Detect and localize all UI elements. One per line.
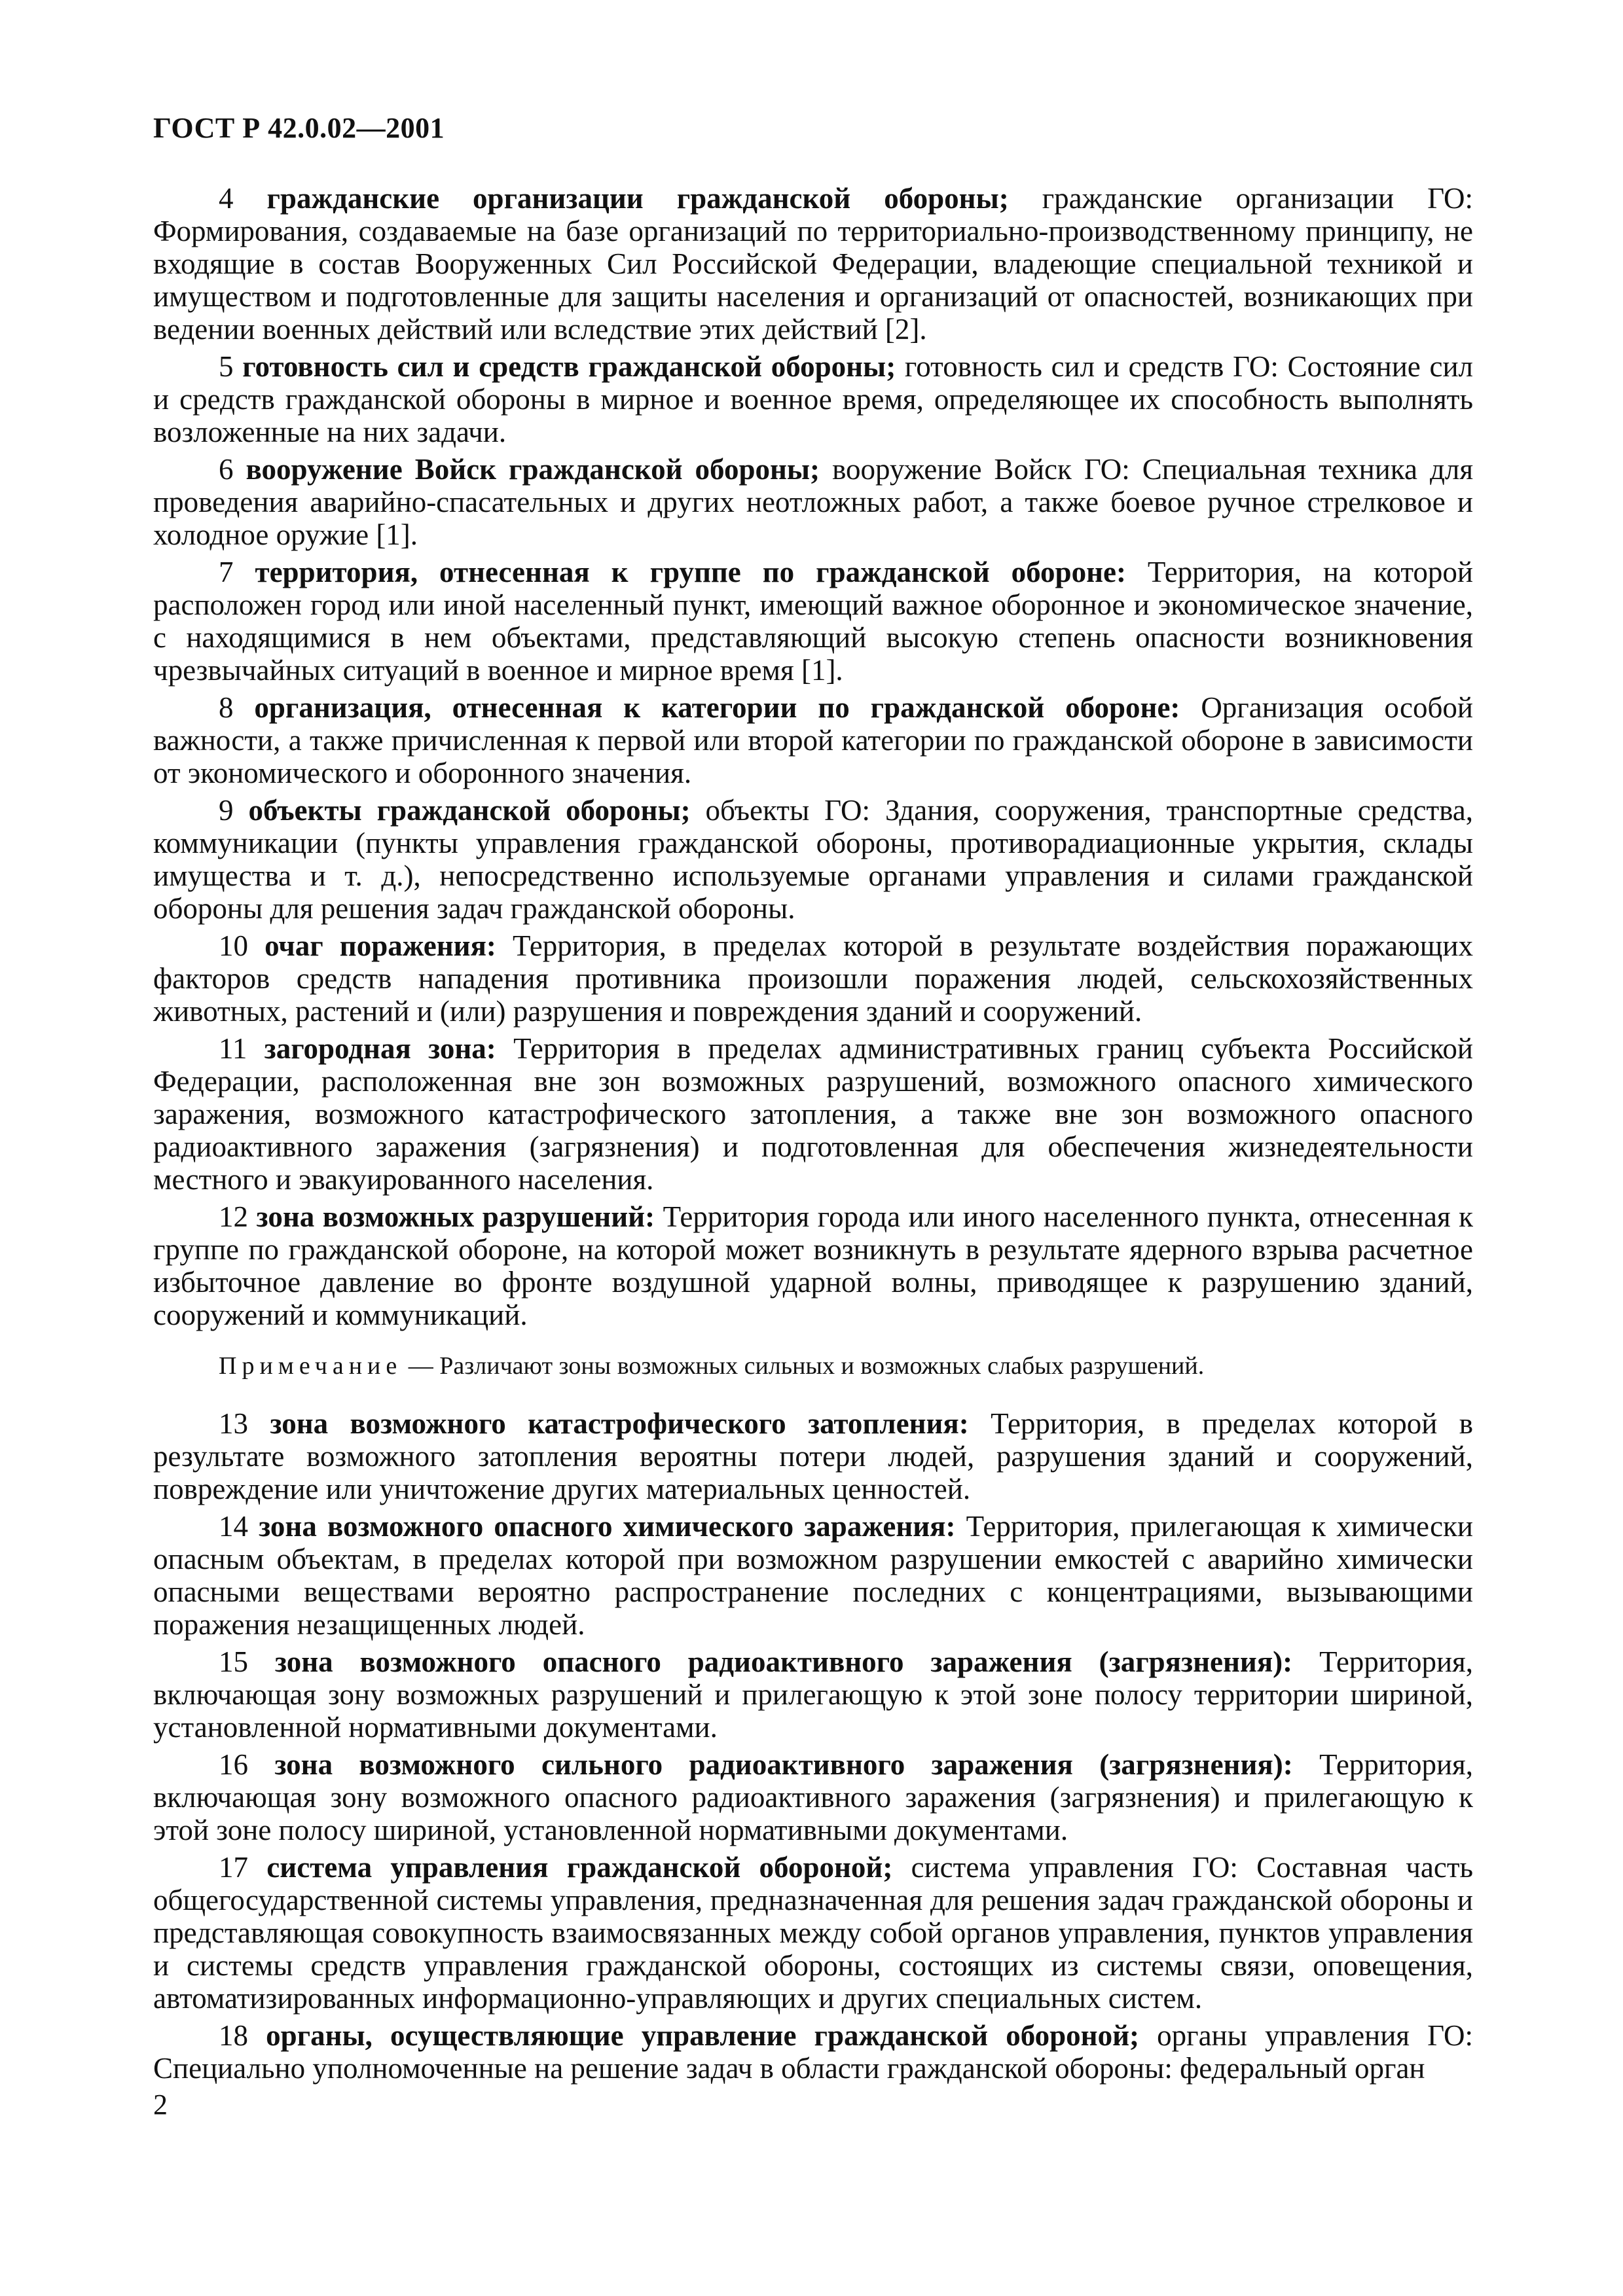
term-entry-4	[153, 182, 1473, 346]
entry-term: вооружение Войск гражданской обороны;	[246, 453, 820, 486]
entry-term: зона возможного опасного радиоактивного заражения (загрязнения):	[274, 1645, 1293, 1678]
entry-definition: готовность сил и средств ГО: Состояние сил и средств гражданской обороны в мирное и военное время, определяющее их способность выполнять возложенные на них задачи.	[153, 350, 1474, 448]
note-label: Примечание	[219, 1352, 403, 1380]
entry-number: 11	[219, 1032, 247, 1065]
entry-number: 17	[219, 1851, 248, 1884]
entry-number: 4	[219, 182, 234, 215]
entry-definition: объекты ГО: Здания, сооружения, транспортные средства, коммуникации (пункты управления гражданской обороны, противорадиационные укрытия, склады имущества и т. д.), непосредственно используемые органами управления и силами гражданской обороны для решения задач гражданской обороны.	[153, 794, 1473, 925]
entry-definition: гражданские организации ГО: Формирования, создаваемые на базе организаций по территориально-производственному принципу, не входящие в состав Вооруженных Сил Российской Федерации, владеющие специальной техникой и имуществом и подготовленные для защиты населения и организаций от опасностей, возникающих при ведении военных действий или вследствие этих действий [2].	[153, 182, 1473, 346]
entry-definition: Территория, прилегающая к химически опасным объектам, в пределах которой при возможном разрушении емкостей с аварийно химически опасными веществами вероятно распространение последних с концентрациями, вызывающими поражения незащищенных людей.	[153, 1510, 1473, 1641]
entry-term: зона возможных разрушений:	[256, 1200, 655, 1233]
entry-definition: Территория, включающая зону возможного опасного радиоактивного заражения (загрязнения) и прилегающую к этой зоне полосу шириной, установленной нормативными документами.	[153, 1748, 1473, 1846]
entry-term: зона возможного сильного радиоактивного заражения (загрязнения):	[274, 1748, 1293, 1781]
entry-definition: Территория, на которой расположен город или иной населенный пункт, имеющий важное оборонное и экономическое значение, с находящимися в нем объектами, представляющий высокую степень опасности возникновения чрезвычайных ситуаций в военное и мирное время [1].	[153, 556, 1473, 687]
term-entry-8	[153, 691, 1473, 789]
entry-term: загородная зона:	[264, 1032, 496, 1065]
term-entry-17	[153, 1851, 1473, 2015]
term-entry-9	[153, 794, 1473, 925]
note-text: — Различают зоны возможных сильных и возможных слабых разрушений.	[408, 1352, 1205, 1380]
entry-list	[153, 182, 1473, 1331]
entry-number: 5	[219, 350, 234, 383]
entry-term: органы, осуществляющие управление гражданской обороной;	[266, 2019, 1139, 2052]
term-entry-7	[153, 556, 1473, 687]
page-number: 2	[153, 2089, 168, 2121]
entry-list-continued	[153, 1407, 1473, 2085]
term-entry-12	[153, 1200, 1473, 1331]
entry-definition: Территория, в пределах которой в результате воздействия поражающих факторов средств нападения противника произошли поражения людей, сельскохозяйственных животных, растений и (или) разрушения и повреждения зданий и сооружений.	[153, 929, 1473, 1028]
entry-term: гражданские организации гражданской обороны;	[266, 182, 1009, 215]
term-entry-5	[153, 350, 1473, 448]
term-entry-14	[153, 1510, 1473, 1641]
document-body	[153, 182, 1473, 2089]
entry-number: 18	[219, 2019, 248, 2052]
entry-number: 13	[219, 1407, 248, 1440]
entry-number: 12	[219, 1200, 248, 1233]
entry-definition: Территория, в пределах которой в результате возможного затопления вероятны потери людей, разрушения зданий и сооружений, повреждение или уничтожение других материальных ценностей.	[153, 1407, 1474, 1505]
term-entry-10	[153, 929, 1473, 1028]
entry-term: система управления гражданской обороной;	[266, 1851, 893, 1884]
entry-definition: Организация особой важности, а также причисленная к первой или второй категории по гражданской обороне в зависимости от экономического и оборонного значения.	[153, 691, 1473, 789]
entry-definition: вооружение Войск ГО: Специальная техника для проведения аварийно-спасательных и других неотложных работ, а также боевое ручное стрелковое и холодное оружие [1].	[153, 453, 1474, 551]
entry-term: готовность сил и средств гражданской обороны;	[242, 350, 896, 383]
entry-number: 7	[219, 556, 234, 588]
entry-term: зона возможного опасного химического заражения:	[259, 1510, 956, 1543]
entry-number: 15	[219, 1645, 248, 1678]
entry-definition: система управления ГО: Составная часть общегосударственной системы управления, предназначенная для решения задач гражданской обороны и представляющая совокупность взаимосвязанных между собой органов управления, пунктов управления и системы средств управления гражданской обороны, состоящих из системы связи, оповещения, автоматизированных информационно-управляющих и других специальных систем.	[153, 1851, 1474, 2015]
entry-number: 6	[219, 453, 234, 486]
document-header: ГОСТ Р 42.0.02—2001	[153, 112, 445, 144]
entry-definition: органы управления ГО: Специально уполномоченные на решение задач в области гражданской обороны: федеральный орган	[153, 2019, 1474, 2085]
term-entry-15	[153, 1645, 1473, 1744]
entry-term: организация, отнесенная к категории по гражданской обороне:	[254, 691, 1180, 724]
entry-term: территория, отнесенная к группе по гражданской обороне:	[255, 556, 1126, 588]
entry-number: 14	[219, 1510, 248, 1543]
entry-definition: Территория города или иного населенного пункта, отнесенная к группе по гражданской обороне, на которой может возникнуть в результате ядерного взрыва расчетное избыточное давление во фронте воздушной ударной волны, приводящее к разрушению зданий, сооружений и коммуникаций.	[153, 1200, 1474, 1331]
entry-number: 16	[219, 1748, 248, 1781]
term-entry-16	[153, 1748, 1473, 1846]
entry-definition: Территория, включающая зону возможных разрушений и прилегающую к этой зоне полосу территории шириной, установленной нормативными документами.	[153, 1645, 1473, 1744]
term-entry-13	[153, 1407, 1473, 1505]
note	[153, 1351, 1473, 1381]
entry-number: 8	[219, 691, 234, 724]
entry-number: 10	[219, 929, 248, 962]
entry-number: 9	[219, 794, 234, 827]
entry-term: объекты гражданской обороны;	[248, 794, 691, 827]
term-entry-6	[153, 453, 1473, 551]
term-entry-11	[153, 1032, 1473, 1196]
entry-term: очаг поражения:	[264, 929, 496, 962]
term-entry-18	[153, 2019, 1473, 2085]
entry-definition: Территория в пределах административных границ субъекта Российской Федерации, расположенная вне зон возможных разрушений, возможного опасного химического заражения, возможного катастрофического затопления, а также вне зон возможного опасного радиоактивного заражения (загрязнения) и подготовленная для обеспечения жизнедеятельности местного и эвакуированного населения.	[153, 1032, 1474, 1196]
entry-term: зона возможного катастрофического затопления:	[270, 1407, 969, 1440]
